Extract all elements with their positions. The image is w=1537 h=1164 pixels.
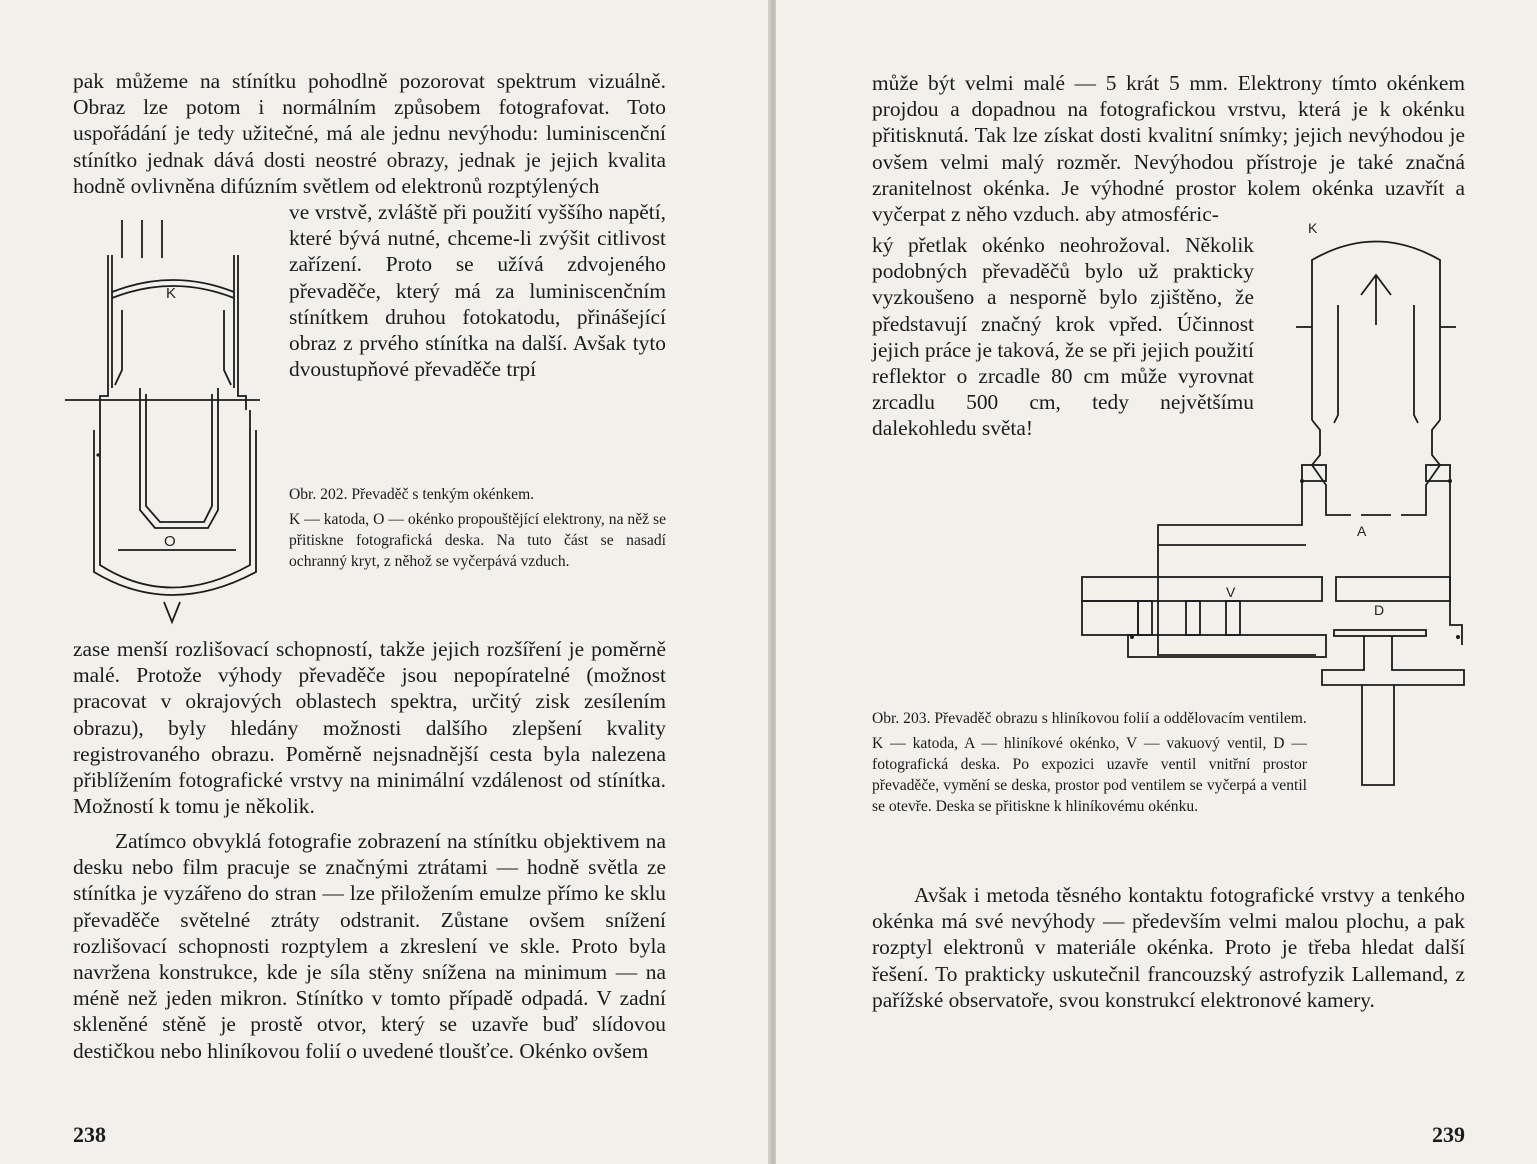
figure-203-caption-text: K — katoda, A — hliníkové okénko, V — vakuový ventil, D — fotografická deska. Po expozici uzavře ventil vnitřní prostor převaděče, vymění se deska, prostor pod ventilem se vyčerpá a ventil se otevře. Deska se přitiskne k hliníkovému okénku. (872, 735, 1307, 815)
figure-202-diagram (60, 210, 275, 635)
figure-203-caption (872, 708, 1307, 817)
left-paragraph-top-text: pak můžeme na stínítku pohodlně pozorovat spektrum vizuálně. Obraz lze potom i normálním způsobem fotografovat. Toto uspořádání je tedy užitečné, má ale jednu nevýhodu: luminiscenční stínítko jednak dává dosti neostré obrazy, jednak je jejich kvalita hodně ovlivněna difúzním světlem od elektronů rozptýlených (73, 69, 666, 198)
left-paragraph-after-figure (73, 636, 666, 819)
left-paragraph-last-text: Zatímco obvyklá fotografie zobrazení na stínítku objektivem na desku nebo film pracuje se značnými ztrátami — hodně světla ze stínítka je vyzářeno do stran — lze přiložením emulze přímo ke sklu převaděče světelné ztráty odstranit. Zůstane ovšem snížení rozlišovací schopnosti rozptylem a zkreslení ve skle. Proto byla navržena konstrukce, kde je síla stěny snížena na minimum — na méně než jeden mikron. Stínítko v tomto případě odpadá. V zadní skleněné stěně je prostě otvor, který se uzavře buď slídovou destičkou nebo hliníkovou folií o uvedené tloušťce. Okénko ovšem (73, 829, 666, 1063)
figure-203-caption-title: Obr. 203. Převaděč obrazu s hliníkovou folií a oddělovacím ventilem. (872, 710, 1307, 727)
left-paragraph-beside-figure-text: ve vrstvě, zvláště při použití vyššího napětí, které bývá nutné, chceme-li zvýšit citlivost zařízení. Proto se užívá zdvojeného převaděče, který má za luminiscenčním stínítkem druhou fotokatodu, přinášející obraz z prvého stínítka na další. Avšak tyto dvoustupňové převaděče trpí (289, 200, 666, 382)
left-paragraph-beside-figure (289, 199, 666, 382)
figure-203-label-d: D (1374, 602, 1385, 618)
figure-203-label-k: K (1308, 220, 1318, 236)
right-paragraph-beside-figure-text: ký přetlak okénko neohrožoval. Několik podobných převaděčů bylo už prakticky vyzkoušeno a nesporně bylo zjištěno, že představují značný krok vpřed. Účinnost jejich práce je taková, že se při jejich použití reflektor o zrcadle 80 cm může vyrovnat zrcadlu 500 cm, tedy největšímu dalekohledu světa! (872, 233, 1254, 441)
figure-203-label-v: V (1226, 584, 1236, 600)
figure-202-caption-text: K — katoda, O — okénko propouštějící elektrony, na něž se přitiskne fotografická deska. Na tuto část se nasadí ochranný kryt, z něhož se vyčerpává vzduch. (289, 511, 666, 570)
figure-202-caption (289, 484, 666, 572)
right-paragraph-first-text: může být velmi malé — 5 krát 5 mm. Elektrony tímto okénkem projdou a dopadnou na fotografickou vrstvu, která je k okénku přitisknutá. Tak lze získat dosti kvalitní snímky; jejich nevýhodou je ovšem velmi malý rozměr. Nevýhodou přístroje je také značná zranitelnost okénka. Je výhodné prostor kolem okénka uzavřít a vyčerpat z něho vzduch. aby atmosféric- (872, 71, 1465, 227)
figure-202-label-k: K (166, 285, 177, 302)
right-paragraph-first (872, 70, 1465, 227)
right-paragraph-last-text: Avšak i metoda těsného kontaktu fotografické vrstvy a tenkého okénka má své nevýhody — především velmi malou plochu, a pak rozptyl elektronů v materiále okénka. Proto je třeba hledat další řešení. To prakticky uskutečnil francouzský astrofyzik Lallemand, z pařížské observatoře, svou konstrukcí elektronové kamery. (872, 883, 1465, 1012)
figure-202-label-o: O (164, 533, 176, 550)
figure-202-caption-title: Obr. 202. Převaděč s tenkým okénkem. (289, 486, 535, 503)
left-paragraph-top (73, 68, 666, 199)
right-page-number: 239 (1432, 1122, 1465, 1147)
left-paragraph-last (73, 828, 666, 1064)
right-page (776, 0, 1537, 1164)
left-paragraph-after-figure-text: zase menší rozlišovací schopností, takže jejich rozšíření je poměrně malé. Protože výhody převaděče jsou nepopíratelné (možnost pracovat v okrajových oblastech spektra, určitý zisk zesílením obrazu), byly hledány možnosti dalšího zlepšení kvality registrovaného obrazu. Poměrně nejsnadnější cesta byla nalezena přiblížením fotografické vrstvy na minimální vzdálenost od stínítka. Možností k tomu je několik. (73, 637, 666, 819)
figure-203-label-a: A (1357, 523, 1367, 539)
left-page-number: 238 (73, 1122, 106, 1147)
right-paragraph-last (872, 882, 1465, 1013)
